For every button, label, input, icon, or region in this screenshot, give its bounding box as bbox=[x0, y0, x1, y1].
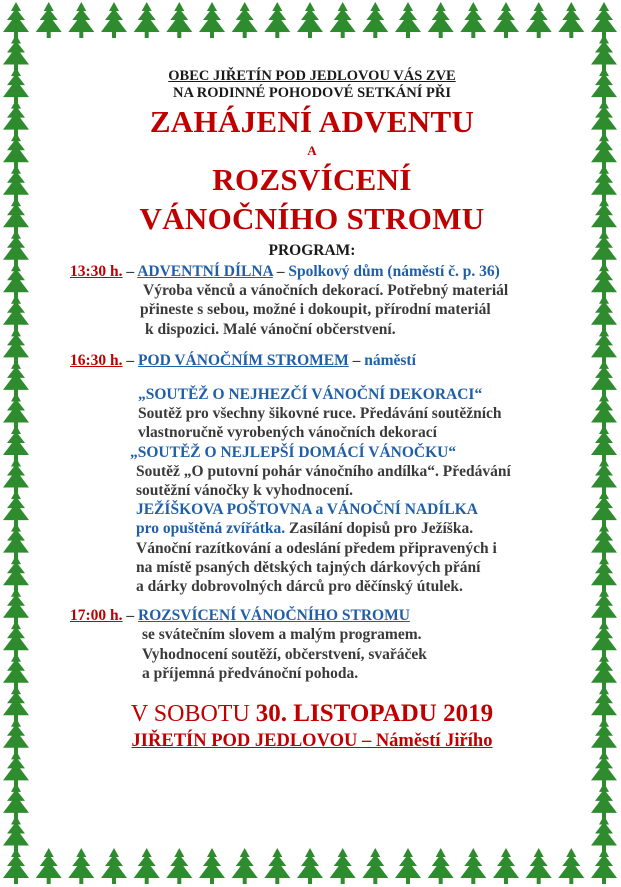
christmas-tree-icon bbox=[36, 848, 62, 884]
christmas-tree-icon bbox=[428, 848, 454, 884]
christmas-tree-icon bbox=[395, 848, 421, 884]
christmas-tree-icon bbox=[591, 165, 617, 201]
christmas-tree-icon bbox=[591, 132, 617, 168]
christmas-tree-icon bbox=[3, 490, 29, 526]
christmas-tree-icon bbox=[330, 848, 356, 884]
christmas-tree-icon bbox=[428, 2, 454, 38]
christmas-tree-icon bbox=[591, 2, 617, 38]
christmas-tree-icon bbox=[362, 848, 388, 884]
christmas-tree-icon bbox=[101, 848, 127, 884]
christmas-tree-icon bbox=[232, 848, 258, 884]
christmas-tree-icon bbox=[134, 848, 160, 884]
post-office-desc-3: a dárky dobrovolných dárců pro děčínský útulek. bbox=[136, 578, 463, 596]
contest-vanocka-title: „SOUTĚŽ O NEJLEPŠÍ DOMÁCÍ VÁNOČKU“ bbox=[130, 443, 457, 461]
christmas-tree-icon bbox=[3, 458, 29, 494]
christmas-tree-icon bbox=[3, 425, 29, 461]
title-lighting: ROZSVÍCENÍ bbox=[212, 162, 412, 197]
program-item-3-header bbox=[70, 606, 590, 625]
christmas-tree-icon bbox=[3, 848, 29, 884]
post-office-desc-1: Vánoční razítkování a odeslání předem připravených i bbox=[136, 539, 497, 557]
separator: – bbox=[348, 351, 365, 369]
christmas-tree-icon bbox=[3, 588, 29, 624]
christmas-tree-icon bbox=[3, 2, 29, 38]
christmas-tree-icon bbox=[493, 848, 519, 884]
christmas-tree-icon bbox=[591, 35, 617, 71]
christmas-tree-icon bbox=[591, 848, 617, 884]
contest-vanocka-desc-2: soutěžní vánočky k vyhodnocení. bbox=[136, 482, 354, 500]
christmas-tree-icon bbox=[330, 2, 356, 38]
program-item-1-place: Spolkový dům (náměstí č. p. 36) bbox=[288, 263, 500, 280]
christmas-tree-icon bbox=[591, 685, 617, 721]
christmas-tree-icon bbox=[3, 360, 29, 396]
invite-line-1: OBEC JIŘETÍN POD JEDLOVOU VÁS ZVE bbox=[168, 68, 456, 84]
christmas-tree-icon bbox=[297, 2, 323, 38]
program-item-3-desc-2: Vyhodnocení soutěží, občerstvení, svařáček bbox=[142, 645, 427, 663]
christmas-tree-icon bbox=[199, 848, 225, 884]
christmas-tree-icon bbox=[558, 2, 584, 38]
contest-decoration-desc-1: Soutěž pro všechny šikovné ruce. Předávání soutěžních bbox=[138, 405, 502, 423]
christmas-tree-icon bbox=[134, 2, 160, 38]
christmas-tree-icon bbox=[591, 197, 617, 233]
christmas-tree-icon bbox=[591, 816, 617, 852]
event-date bbox=[52, 699, 572, 729]
christmas-tree-icon bbox=[3, 132, 29, 168]
title-tree: VÁNOČNÍHO STROMU bbox=[139, 201, 485, 236]
christmas-tree-icon bbox=[526, 2, 552, 38]
event-place: JIŘETÍN POD JEDLOVOU – Náměstí Jiřího bbox=[131, 731, 493, 752]
christmas-tree-icon bbox=[264, 848, 290, 884]
invitation-content bbox=[52, 68, 572, 753]
christmas-tree-icon bbox=[3, 523, 29, 559]
separator: – bbox=[122, 351, 139, 369]
contest-decoration-desc-2: vlastnoručně vyrobených vánočních dekorací bbox=[138, 424, 437, 442]
christmas-tree-icon bbox=[166, 2, 192, 38]
program-item-3-time: 17:00 h. bbox=[70, 607, 123, 625]
program-item-2-title: POD VÁNOČNÍM STROMEM bbox=[138, 351, 349, 369]
christmas-tree-icon bbox=[232, 2, 258, 38]
christmas-tree-icon bbox=[166, 848, 192, 884]
post-office-line bbox=[136, 519, 621, 538]
program-item-1-title: ADVENTNÍ DÍLNA bbox=[137, 263, 273, 280]
program-item-2-time: 16:30 h. bbox=[70, 351, 123, 369]
christmas-tree-icon bbox=[3, 230, 29, 266]
invite-line-2: NA RODINNÉ POHODOVÉ SETKÁNÍ PŘI bbox=[173, 85, 451, 101]
christmas-tree-icon bbox=[3, 393, 29, 429]
christmas-tree-icon bbox=[3, 816, 29, 852]
program-item-1-desc-1: Výroba věnců a vánočních dekorací. Potřebný materiál bbox=[143, 282, 509, 300]
separator: – bbox=[272, 263, 289, 280]
program-item-1-time: 13:30 h. bbox=[70, 263, 123, 280]
christmas-tree-icon bbox=[591, 100, 617, 136]
separator: – bbox=[122, 607, 139, 625]
christmas-tree-icon bbox=[591, 783, 617, 819]
separator: – bbox=[122, 263, 138, 280]
event-date-main: 30. LISTOPADU 2019 bbox=[255, 700, 494, 728]
program-label: PROGRAM: bbox=[268, 242, 356, 259]
christmas-tree-icon bbox=[558, 848, 584, 884]
christmas-tree-icon bbox=[591, 230, 617, 266]
christmas-tree-icon bbox=[591, 750, 617, 786]
christmas-tree-icon bbox=[3, 718, 29, 754]
post-office-animals: pro opuštěná zvířátka. bbox=[136, 520, 286, 538]
christmas-tree-icon bbox=[101, 2, 127, 38]
christmas-tree-icon bbox=[493, 2, 519, 38]
christmas-tree-icon bbox=[526, 848, 552, 884]
christmas-tree-icon bbox=[3, 165, 29, 201]
christmas-tree-icon bbox=[68, 848, 94, 884]
christmas-tree-icon bbox=[297, 848, 323, 884]
program-item-1-desc-3: k dispozici. Malé vánoční občerstvení. bbox=[145, 320, 396, 338]
post-office-desc-2: na místě psaných dětských tajných dárkových přání bbox=[136, 558, 481, 576]
program-item-3-desc-1: se svátečním slovem a malým programem. bbox=[142, 626, 422, 644]
christmas-tree-icon bbox=[264, 2, 290, 38]
title-advent: ZAHÁJENÍ ADVENTU bbox=[149, 104, 475, 139]
christmas-tree-icon bbox=[460, 2, 486, 38]
title-conjunction: A bbox=[307, 143, 317, 158]
christmas-tree-icon bbox=[3, 262, 29, 298]
christmas-tree-icon bbox=[68, 2, 94, 38]
post-office-letters: Zasílání dopisů pro Ježíška. bbox=[285, 520, 474, 538]
christmas-tree-icon bbox=[199, 2, 225, 38]
program-item-3-desc-3: a příjemná předvánoční pohoda. bbox=[142, 664, 359, 682]
christmas-tree-icon bbox=[3, 685, 29, 721]
christmas-tree-icon bbox=[3, 67, 29, 103]
christmas-tree-icon bbox=[3, 783, 29, 819]
christmas-tree-icon bbox=[3, 295, 29, 331]
christmas-tree-icon bbox=[362, 2, 388, 38]
event-date-prefix: V SOBOTU bbox=[130, 701, 256, 728]
christmas-tree-icon bbox=[3, 750, 29, 786]
christmas-tree-icon bbox=[591, 718, 617, 754]
program-item-1-header bbox=[70, 262, 590, 281]
christmas-tree-icon bbox=[3, 35, 29, 71]
post-office-title: JEŽÍŠKOVA POŠTOVNA a VÁNOČNÍ NADÍLKA bbox=[136, 501, 478, 519]
program-item-3-title: ROZSVÍCENÍ VÁNOČNÍHO STROMU bbox=[138, 607, 410, 625]
christmas-tree-icon bbox=[3, 653, 29, 689]
program-item-1-desc-2: přineste s sebou, možné i dokoupit, přírodní materiál bbox=[140, 301, 491, 319]
christmas-tree-icon bbox=[3, 620, 29, 656]
program-item-2-place: náměstí bbox=[364, 351, 416, 369]
christmas-tree-icon bbox=[3, 100, 29, 136]
contest-decoration-title: „SOUTĚŽ O NEJHEZČÍ VÁNOČNÍ DEKORACI“ bbox=[138, 386, 483, 404]
christmas-tree-icon bbox=[395, 2, 421, 38]
program-item-2-header bbox=[70, 351, 590, 370]
christmas-tree-icon bbox=[36, 2, 62, 38]
christmas-tree-icon bbox=[460, 848, 486, 884]
contest-vanocka-desc-1: Soutěž „O putovní pohár vánočního andílka“. Předávání bbox=[136, 462, 511, 480]
christmas-tree-icon bbox=[591, 67, 617, 103]
christmas-tree-icon bbox=[3, 555, 29, 591]
christmas-tree-icon bbox=[3, 327, 29, 363]
christmas-tree-icon bbox=[3, 197, 29, 233]
